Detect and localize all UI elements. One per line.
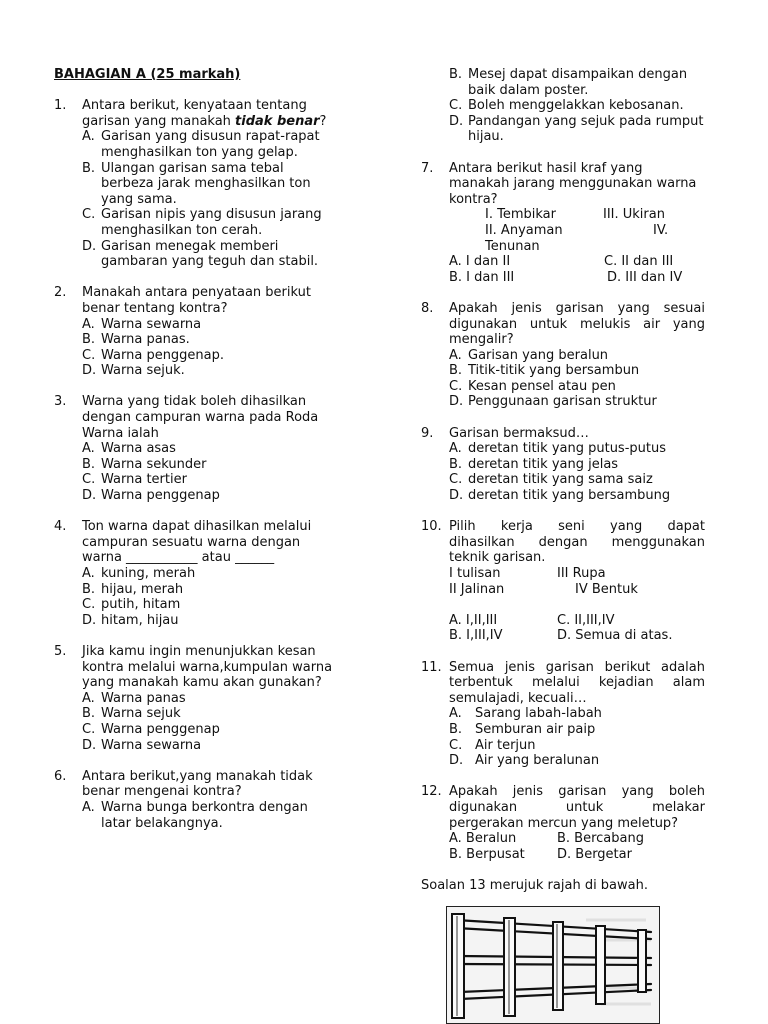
section-title: BAHAGIAN A (25 markah) <box>54 67 241 82</box>
question-stem: Semua jenis garisan berikut adalah <box>449 659 705 675</box>
question-stem: Garisan bermaksud… <box>449 425 589 441</box>
question-stem: Antara berikut hasil kraf yang manakah jarang menggunakan warna kontra? <box>449 160 697 207</box>
option-letter: D. <box>449 753 464 769</box>
option-d[interactable] <box>82 613 336 629</box>
option-d[interactable] <box>82 363 336 379</box>
answer-option[interactable]: C. II,III,IV <box>557 612 615 628</box>
question-stem-continued: Warna ialah <box>82 425 159 441</box>
question-7 <box>421 161 705 286</box>
question-stem-end: ? <box>319 113 327 129</box>
question-stem: Antara berikut,yang manakah tidak benar mengenai kontra? <box>82 768 313 800</box>
question-number: 10. <box>421 519 442 535</box>
option-text: Mesej dapat disampaikan dengan baik dalam poster. <box>468 67 688 98</box>
option-letter: A. <box>82 316 95 332</box>
option-text: Warna tertier <box>101 472 187 488</box>
option-letter: C. <box>82 597 96 613</box>
option-letter: B. <box>449 67 463 82</box>
option-letter: B. <box>82 456 96 472</box>
item: III Rupa <box>557 566 606 581</box>
option-letter: B. <box>449 363 463 379</box>
option-text: Air terjun <box>475 737 536 753</box>
option-text: deretan titik yang putus-putus <box>468 441 666 457</box>
option-letter: C. <box>449 737 463 753</box>
question-stem: Ton warna dapat dihasilkan melalui campuran sesuatu warna dengan warna ___________ atau ______ <box>82 519 312 566</box>
answer-option[interactable]: A. I dan II <box>449 254 511 270</box>
option-d[interactable] <box>449 753 705 769</box>
question-number: 12. <box>421 784 442 800</box>
question-stem: Jika kamu ingin menunjukkan kesan kontra melalui warna,kumpulan warna yang manakah kamu akan gunakan? <box>82 643 333 691</box>
item: III. Ukiran <box>603 207 665 223</box>
option-letter: D. <box>449 488 464 504</box>
option-letter: C. <box>449 98 463 114</box>
left-column <box>54 67 336 847</box>
option-letter: A. <box>449 347 462 363</box>
option-text: Ulangan garisan sama tebal berbeza jarak menghasilkan ton yang sama. <box>101 160 311 207</box>
question-12 <box>421 784 705 862</box>
question-stem: dihasilkan dengan menggunakan <box>449 534 705 550</box>
question-3 <box>54 394 336 503</box>
question-5 <box>54 644 336 753</box>
option-text: Warna bunga berkontra dengan latar belakangnya. <box>101 799 308 831</box>
question-2 <box>54 285 336 379</box>
question-6-continued <box>421 67 705 145</box>
question-number: 8. <box>421 300 434 316</box>
option-letter: D. <box>449 394 464 410</box>
answer-option[interactable]: D. Bergetar <box>557 846 632 862</box>
question-10 <box>421 519 705 644</box>
option-text: Warna panas <box>101 690 186 706</box>
question-4 <box>54 519 336 628</box>
option-b[interactable] <box>82 457 336 473</box>
option-text: hitam, hijau <box>101 612 179 628</box>
option-letter: A. <box>82 690 95 706</box>
option-b[interactable] <box>449 363 705 379</box>
right-column <box>421 67 705 909</box>
answer-row <box>449 270 705 286</box>
item-row <box>449 566 705 582</box>
question-stem: pergerakan mercun yang meletup? <box>449 815 679 831</box>
question-stem: Pilih kerja seni yang dapat <box>449 519 705 535</box>
option-text: Garisan menegak memberi gambaran yang teguh dan stabil. <box>101 238 319 270</box>
option-letter: C. <box>82 347 96 363</box>
question-stem: Warna yang tidak boleh dihasilkan dengan campuran warna pada Roda <box>82 394 319 426</box>
option-letter: B. <box>82 160 96 176</box>
answer-option[interactable]: A. Beralun <box>449 831 517 847</box>
item: IV Bentuk <box>575 581 638 597</box>
option-d[interactable] <box>82 488 336 504</box>
option-c[interactable] <box>82 472 336 488</box>
option-c[interactable] <box>449 379 705 395</box>
question-number: 3. <box>54 394 67 410</box>
option-text: Garisan yang disusun rapat-rapat menghasilkan ton yang gelap. <box>101 129 320 160</box>
option-a[interactable] <box>82 566 336 582</box>
option-letter: A. <box>82 129 95 145</box>
question-stem <box>82 98 336 129</box>
option-text: deretan titik yang bersambung <box>468 488 671 504</box>
option-letter: A. <box>82 566 95 581</box>
option-text: Semburan air paip <box>475 721 596 737</box>
option-d[interactable] <box>449 488 705 504</box>
option-d[interactable] <box>449 394 705 410</box>
option-a[interactable] <box>449 348 705 364</box>
option-letter: D. <box>449 113 464 129</box>
option-text: Garisan nipis yang disusun jarang menghasilkan ton cerah. <box>101 207 322 238</box>
option-text: Warna asas <box>101 441 176 457</box>
option-text: kuning, merah <box>101 566 196 581</box>
option-a[interactable] <box>449 441 705 457</box>
option-text: Garisan yang beralun <box>468 347 609 363</box>
item: IV. <box>653 222 669 238</box>
option-a[interactable] <box>82 691 336 707</box>
question-9 <box>421 426 705 504</box>
question-number: 9. <box>421 425 434 441</box>
question-stem: Apakah jenis garisan yang boleh <box>449 784 705 800</box>
option-letter: B. <box>82 581 96 597</box>
option-text: Warna sewarna <box>101 737 202 753</box>
option-text: Boleh menggelakkan kebosanan. <box>468 98 684 114</box>
question-stem-emphasis: tidak benar <box>235 113 320 129</box>
answer-option[interactable]: C. II dan III <box>604 254 674 270</box>
question-stem: Apakah jenis garisan yang sesuai digunakan untuk melukis air yang mengalir? <box>449 300 705 348</box>
answer-row <box>449 831 705 847</box>
option-a[interactable] <box>82 800 336 831</box>
answer-option[interactable]: D. III dan IV <box>607 269 683 285</box>
option-letter: C. <box>82 472 96 488</box>
answer-row <box>449 613 705 629</box>
option-text: Warna penggenap <box>101 488 220 504</box>
option-text: Pandangan yang sejuk pada rumput hijau. <box>468 113 704 145</box>
option-text: Kesan pensel atau pen <box>468 378 616 394</box>
question-stem: Manakah antara penyataan berikut benar tentang kontra? <box>82 285 311 316</box>
option-text: Penggunaan garisan struktur <box>468 394 657 410</box>
option-text: Sarang labah-labah <box>475 706 602 722</box>
option-letter: C. <box>449 378 463 394</box>
option-letter: D. <box>82 238 97 254</box>
option-letter: A. <box>82 441 95 457</box>
option-letter: B. <box>449 721 463 737</box>
answer-option[interactable]: B. I dan III <box>449 269 515 285</box>
question-number: 1. <box>54 98 67 114</box>
answer-option[interactable]: D. Semua di atas. <box>557 628 673 644</box>
option-text: hijau, merah <box>101 581 184 597</box>
question-11 <box>421 660 705 769</box>
question-8 <box>421 301 705 410</box>
option-text: deretan titik yang jelas <box>468 456 619 472</box>
option-text: putih, hitam <box>101 597 181 613</box>
option-letter: A. <box>449 706 462 722</box>
option-text: Warna sekunder <box>101 456 207 472</box>
question-stem-text: Antara berikut, kenyataan tentang garisan yang manakah <box>82 98 307 129</box>
option-a[interactable] <box>82 441 336 457</box>
option-letter: D. <box>82 363 97 379</box>
spacer <box>449 597 705 613</box>
option-b[interactable] <box>82 582 336 598</box>
question-number: 7. <box>421 160 434 176</box>
option-letter: D. <box>82 737 97 753</box>
option-letter: B. <box>82 332 96 348</box>
option-text: Warna sejuk. <box>101 363 185 379</box>
item-row <box>449 223 705 239</box>
item: Tenunan <box>485 238 540 254</box>
option-text: Warna sejuk <box>101 706 181 722</box>
answer-option[interactable]: A. I,II,III <box>449 612 498 628</box>
option-d[interactable] <box>82 738 336 754</box>
question-stem: teknik garisan. <box>449 550 546 566</box>
option-letter: C. <box>449 472 463 488</box>
fence-illustration <box>446 906 660 1024</box>
question-stem: digunakan untuk melakar <box>449 799 705 815</box>
item: II Jalinan <box>449 581 505 597</box>
option-text: Air yang beralunan <box>475 753 600 769</box>
option-a[interactable] <box>82 317 336 333</box>
option-letter: B. <box>449 456 463 472</box>
question-1 <box>54 98 336 270</box>
option-text: Warna penggenap. <box>101 347 225 363</box>
figure-note: Soalan 13 merujuk rajah di bawah. <box>421 877 648 893</box>
answer-option[interactable]: B. Bercabang <box>557 831 644 847</box>
option-a[interactable] <box>82 129 336 160</box>
option-c[interactable] <box>449 98 705 114</box>
option-text: Warna panas. <box>101 332 190 348</box>
question-stem: semulajadi, kecuali… <box>449 690 587 706</box>
option-letter: A. <box>82 799 95 815</box>
option-c[interactable] <box>449 738 705 754</box>
option-b[interactable] <box>82 706 336 722</box>
option-a[interactable] <box>449 706 705 722</box>
question-number: 4. <box>54 519 67 535</box>
answer-row <box>449 254 705 270</box>
question-6 <box>54 769 336 831</box>
item-row <box>449 207 705 223</box>
option-c[interactable] <box>449 472 705 488</box>
option-c[interactable] <box>82 722 336 738</box>
option-b[interactable] <box>82 161 336 208</box>
question-number: 2. <box>54 285 67 301</box>
option-c[interactable] <box>82 207 336 238</box>
option-letter: D. <box>82 488 97 504</box>
item: II. Anyaman <box>485 222 563 238</box>
option-c[interactable] <box>82 597 336 613</box>
option-b[interactable] <box>449 457 705 473</box>
option-letter: D. <box>82 612 97 628</box>
item: I tulisan <box>449 566 501 581</box>
question-number: 6. <box>54 768 67 784</box>
question-number: 5. <box>54 643 67 659</box>
option-b[interactable] <box>82 332 336 348</box>
option-letter: C. <box>82 207 96 223</box>
option-text: Warna sewarna <box>101 316 202 332</box>
answer-row <box>449 628 705 644</box>
option-text: Warna penggenap <box>101 721 220 737</box>
answer-row <box>449 847 705 863</box>
option-b[interactable] <box>449 67 705 98</box>
answer-option[interactable]: B. Berpusat <box>449 846 525 862</box>
option-d[interactable] <box>82 239 336 270</box>
option-letter: B. <box>82 706 96 722</box>
item: I. Tembikar <box>485 207 556 223</box>
option-c[interactable] <box>82 348 336 364</box>
option-text: deretan titik yang sama saiz <box>468 472 653 488</box>
option-letter: A. <box>449 441 462 457</box>
answer-option[interactable]: B. I,III,IV <box>449 628 503 644</box>
option-text: Titik-titik yang bersambun <box>468 363 640 379</box>
option-letter: C. <box>82 721 96 737</box>
question-stem: terbentuk melalui kejadian alam <box>449 675 705 691</box>
option-d[interactable] <box>449 114 705 145</box>
option-b[interactable] <box>449 722 705 738</box>
item-row <box>449 582 705 598</box>
question-number: 11. <box>421 659 442 675</box>
